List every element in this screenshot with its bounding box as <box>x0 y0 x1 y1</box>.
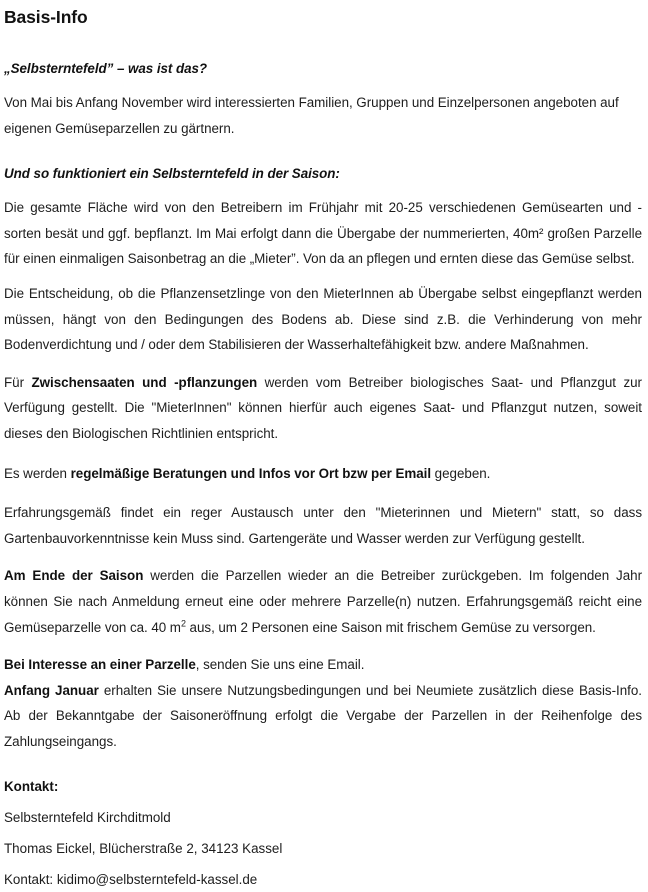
spacer <box>4 754 642 774</box>
paragraph-field-area: Die gesamte Fläche wird von den Betreibern im Frühjahr mit 20-25 verschiedenen Gemüsearten und -sorten besät und ggf. bepflanzt. Im Mai erfolgt dann die Übergabe der nummerierten, 40m² großen Parzelle für einen einmaligen Saisonbetrag an die „Mieter”. Von da an pflegen und ernten diese das Gemüse selbst. <box>4 200 642 267</box>
spacer <box>4 141 642 163</box>
heading-how-it-works: Und so funktioniert ein Selbsterntefeld in der Saison: <box>4 166 340 182</box>
paragraph-interest-rest: , senden Sie uns eine Email. <box>195 657 365 673</box>
paragraph-interest-bold: Bei Interesse an einer Parzelle <box>4 657 196 673</box>
paragraph-interest <box>4 652 642 678</box>
paragraph-advice-lead: Es werden <box>4 465 71 481</box>
paragraph-intro: Von Mai bis Anfang November wird interessierten Familien, Gruppen und Einzelpersonen angeboten auf eigenen Gemüseparzellen zu gärtnern. <box>4 95 619 136</box>
spacer <box>4 640 642 652</box>
page-title: Basis-Info <box>4 7 88 27</box>
spacer <box>4 358 642 370</box>
paragraph-advice-bold: regelmäßige Beratungen und Infos vor Ort bzw per Email <box>70 465 432 481</box>
paragraph-season-end-rest-a: werden die Parzellen wieder an die Betreiber zurückgeben. Im folgenden Jahr können Sie nach Anmeldung erneut eine oder mehrere Parzelle(n) nutzen. Erfahrungsgemäß reicht eine Gemüseparzelle von ca. 40 m <box>4 568 643 635</box>
paragraph-advice-rest: gegeben. <box>431 465 491 481</box>
paragraph-january <box>4 678 642 755</box>
contact-address: Thomas Eickel, Blücherstraße 2, 34123 Kassel <box>4 841 283 857</box>
spacer <box>4 272 642 281</box>
contact-heading: Kontakt: <box>4 779 59 795</box>
paragraph-january-rest: erhalten Sie unsere Nutzungsbedingungen und bei Neumiete zusätzlich diese Basis-Info. Ab der Bekanntgabe der Saisoneröffnung erfolgt die Vergabe der Parzellen in der Reihenfolge des Zahlungseingangs. <box>4 682 642 749</box>
paragraph-advice <box>4 461 642 487</box>
spacer <box>4 80 642 90</box>
spacer <box>4 28 642 58</box>
square-meter-superscript: 2 <box>180 618 186 629</box>
contact-email: Kontakt: kidimo@selbsterntefeld-kassel.de <box>4 872 258 888</box>
spacer <box>4 447 642 461</box>
heading-what-is-selbsterntefeld: „Selbsterntefeld” – was ist das? <box>4 61 208 76</box>
spacer <box>4 486 642 500</box>
paragraph-intermediate-seeds-bold: Zwischensaaten und -pflanzungen <box>31 374 258 390</box>
spacer <box>4 551 642 563</box>
paragraph-intermediate-seeds-lead: Für <box>4 374 32 390</box>
paragraph-season-end-bold: Am Ende der Saison <box>4 568 144 584</box>
document-body <box>4 0 642 892</box>
paragraph-exchange: Erfahrungsgemäß findet ein reger Austausch unter den "Mieterinnen und Mietern" statt, so dass Gartenbauvorkenntnisse kein Muss sind. Gartengeräte und Wasser werden zur Verfügung gestellt. <box>4 505 642 546</box>
paragraph-january-bold: Anfang Januar <box>4 682 99 698</box>
contact-organisation: Selbsterntefeld Kirchditmold <box>4 810 171 826</box>
paragraph-intermediate-seeds-rest: werden vom Betreiber biologisches Saat- und Pflanzgut zur Verfügung gestellt. Die "MieterInnen" können hierfür auch eigenes Saat- und Pflanzgut nutzen, soweit dieses den Biologischen Richtlinien entspricht. <box>4 374 642 441</box>
paragraph-season-end <box>4 563 642 640</box>
spacer <box>4 185 642 195</box>
paragraph-season-end-rest-b: aus, um 2 Personen eine Saison mit frischem Gemüse zu versorgen. <box>185 619 596 635</box>
paragraph-intermediate-seeds <box>4 370 642 447</box>
paragraph-planting-decision: Die Entscheidung, ob die Pflanzensetzlinge von den MieterInnen ab Übergabe selbst eingepflanzt werden müssen, hängt von den Bedingungen des Bodens ab. Diese sind z.B. die Verhinderung von mehr Bodenverdichtung und / oder dem Stabilisieren der Wasserhaltefähigkeit bzw. andere Maßnahmen. <box>4 285 642 353</box>
